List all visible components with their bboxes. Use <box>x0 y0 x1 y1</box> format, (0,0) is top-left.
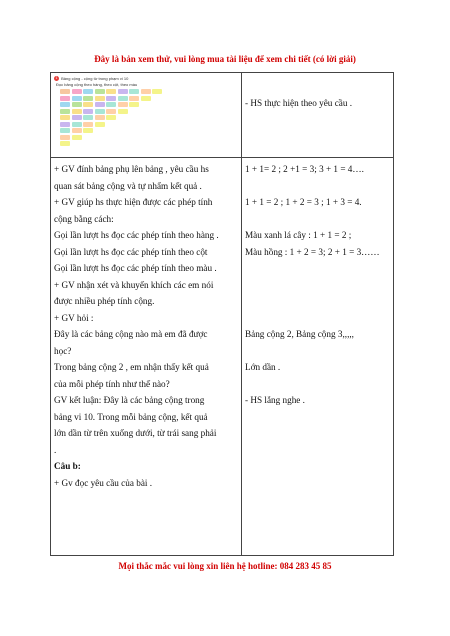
activity-line: + GV nhận xét và khuyến khích các em nói <box>54 279 214 290</box>
addition-cell <box>83 128 93 133</box>
addition-cell <box>60 128 70 133</box>
addition-cell <box>72 128 82 133</box>
activity-line: + GV hỏi : <box>54 312 94 323</box>
teacher-activities <box>54 161 239 491</box>
addition-cell <box>106 115 116 120</box>
addition-cell <box>83 109 93 114</box>
addition-cell <box>60 141 70 146</box>
addition-cell <box>72 109 82 114</box>
addition-cell <box>118 96 128 101</box>
response-line: Lớn dần . <box>245 362 281 372</box>
activity-line: được nhiều phép tính cộng. <box>54 296 155 306</box>
column-divider <box>241 73 242 555</box>
addition-cell <box>60 135 70 140</box>
addition-cell <box>95 115 105 120</box>
response-line: 1 + 1= 2 ; 2 +1 = 3; 3 + 1 = 4…. <box>245 164 364 174</box>
addition-cell <box>129 102 139 107</box>
addition-cell <box>72 96 82 101</box>
addition-cell <box>106 109 116 114</box>
response-line: 1 + 1 = 2 ; 1 + 2 = 3 ; 1 + 3 = 4. <box>245 197 362 207</box>
row1-response: - HS thực hiện theo yêu cầu . <box>245 98 353 108</box>
addition-cell <box>118 89 128 94</box>
addition-cell <box>95 89 105 94</box>
activity-line: Gọi lần lượt hs đọc các phép tính theo màu . <box>54 263 217 273</box>
activity-line: Đây là các bảng cộng nào mà em đã được <box>54 329 208 339</box>
addition-cell <box>83 96 93 101</box>
response-line: Màu hồng : 1 + 2 = 3; 2 + 1 = 3…… <box>245 246 380 257</box>
response-line: Bảng cộng 2, Bảng cộng 3,,,,, <box>245 329 354 339</box>
activity-line: Gọi lần lượt hs đọc các phép tính theo hàng . <box>54 230 219 240</box>
addition-cell <box>72 122 82 127</box>
exercise-badge: 1 <box>55 76 58 81</box>
row-divider <box>51 157 393 158</box>
activity-line: của mỗi phép tính như thế nào? <box>54 378 170 389</box>
addition-cell <box>60 115 70 120</box>
addition-cell <box>106 89 116 94</box>
addition-cell <box>60 96 70 101</box>
addition-cell <box>129 89 139 94</box>
textbook-subheading: Đọc bảng cộng theo hàng, theo cột, theo màu <box>56 82 138 87</box>
activity-line: quan sát bảng cộng và tự nhẩm kết quả . <box>54 180 202 191</box>
addition-cell <box>72 102 82 107</box>
response-line: Màu xanh lá cây : 1 + 1 = 2 ; <box>245 230 352 240</box>
addition-cell <box>118 102 128 107</box>
addition-cell <box>83 89 93 94</box>
textbook-heading: 1 Bảng cộng - cộng từ trong phạm vi 10 <box>55 76 129 81</box>
addition-cell <box>60 122 70 127</box>
activity-line: . <box>54 444 57 455</box>
addition-cell <box>95 122 105 127</box>
textbook-addition-table-image <box>54 76 194 154</box>
addition-cell <box>106 102 116 107</box>
addition-cell <box>83 122 93 127</box>
activity-line: GV kết luận: Đây là các bảng cộng trong <box>54 395 205 405</box>
lesson-table <box>50 72 394 556</box>
activity-line: + GV giúp hs thực hiện được các phép tính <box>54 197 213 207</box>
addition-cell <box>152 89 162 94</box>
activity-line: Gọi lần lượt hs đọc các phép tính theo cột <box>54 246 208 257</box>
addition-cell <box>83 115 93 120</box>
addition-cell <box>83 102 93 107</box>
addition-cell <box>95 96 105 101</box>
hotline-notice: Mọi thắc mắc vui lòng xin liên hệ hotline: 084 283 45 85 <box>118 561 332 571</box>
addition-cell <box>141 96 151 101</box>
addition-cell <box>118 109 128 114</box>
addition-cell <box>60 109 70 114</box>
activity-line: + Gv đọc yêu cầu của bài . <box>54 477 153 488</box>
activity-line: Trong bảng cộng 2 , em nhận thấy kết quả <box>54 362 209 372</box>
addition-cell <box>60 102 70 107</box>
preview-notice: Đây là bản xem thử, vui lòng mua tài liệu để xem chi tiết (có lời giải) <box>94 54 356 64</box>
activity-line: bảng vi 10. Trong mỗi bảng cộng, kết quả <box>54 411 208 422</box>
addition-cell <box>141 89 151 94</box>
activity-line: lớn dần từ trên xuống dưới, từ trái sang phải <box>54 428 217 438</box>
addition-cell <box>72 89 82 94</box>
addition-cell <box>95 109 105 114</box>
addition-cell <box>72 115 82 120</box>
activity-line: + GV đính bảng phụ lên bảng , yêu cầu hs <box>54 164 209 174</box>
activity-line: học? <box>54 345 72 356</box>
activity-line: cộng bằng cách: <box>54 213 114 224</box>
addition-cell <box>95 102 105 107</box>
addition-cell <box>106 96 116 101</box>
addition-cell <box>72 135 82 140</box>
addition-cell <box>60 89 70 94</box>
response-line: - HS lắng nghe . <box>245 395 305 405</box>
addition-cell <box>129 96 139 101</box>
cau-b-heading: Câu b: <box>54 461 81 471</box>
student-responses <box>245 161 391 409</box>
